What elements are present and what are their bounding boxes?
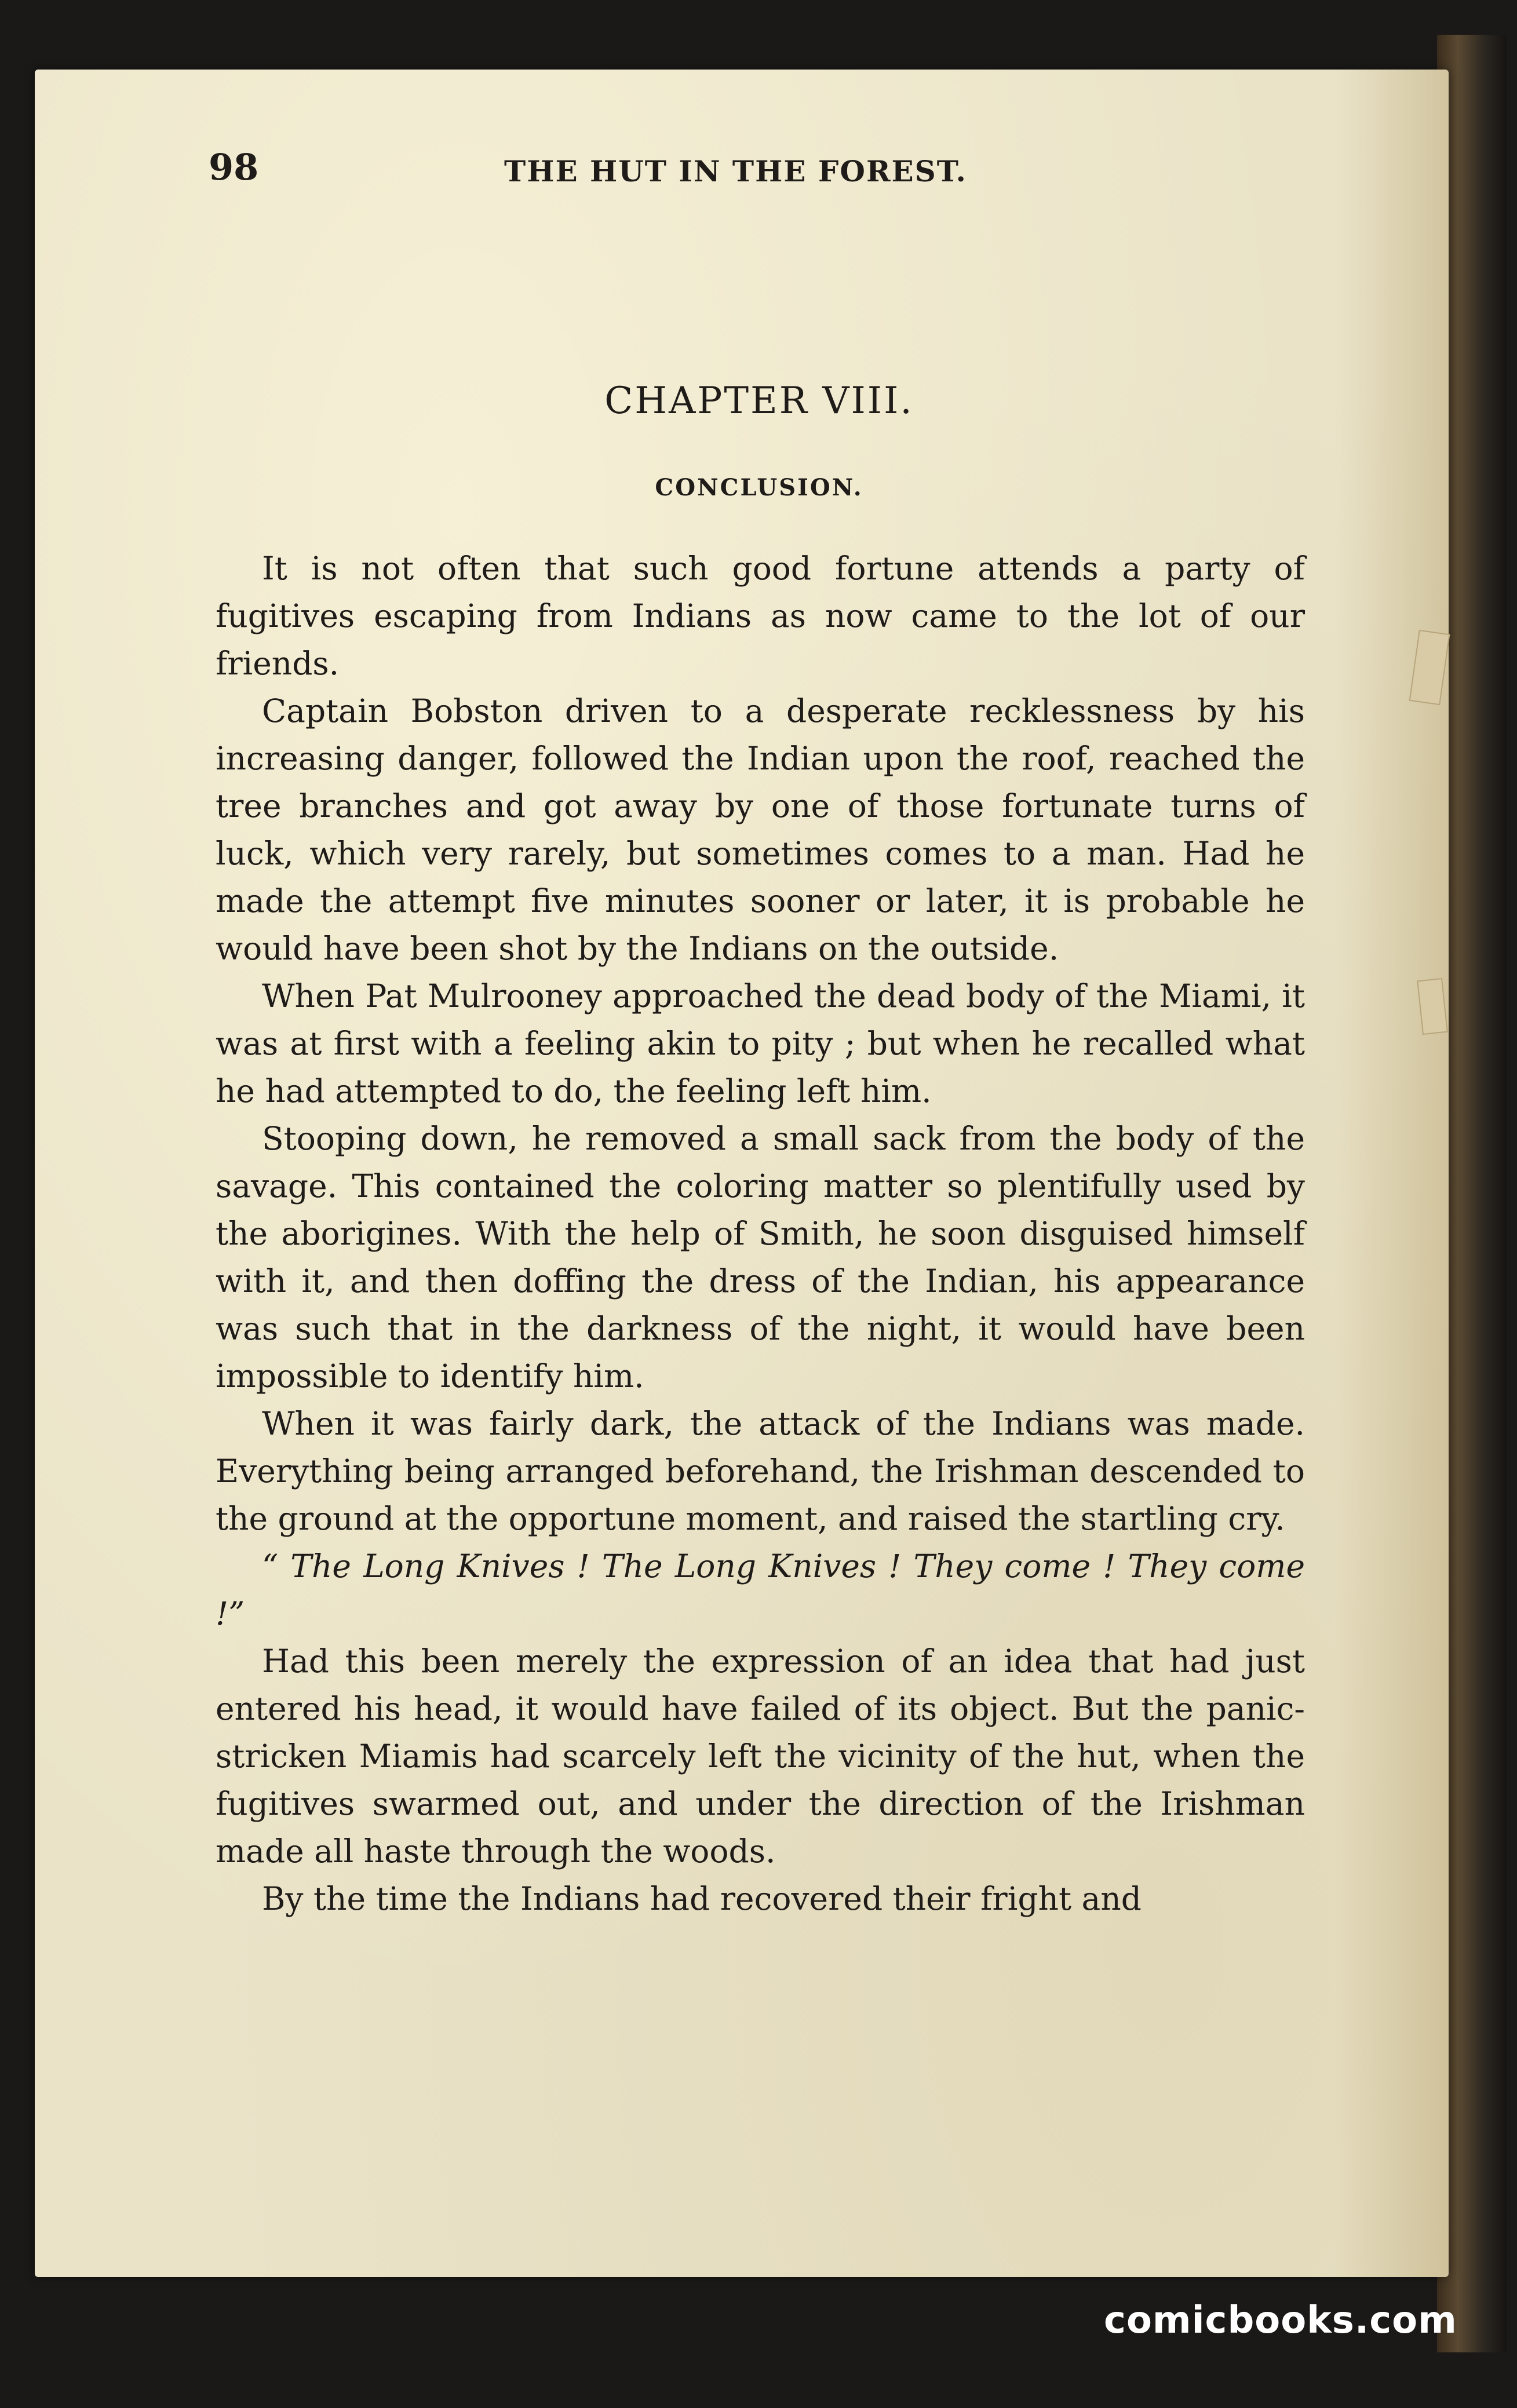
page-header (209, 146, 1310, 192)
watermark: comicbooks.com (1104, 2299, 1457, 2342)
chapter-subtitle: CONCLUSION. (655, 474, 863, 501)
page-number: 98 (209, 146, 259, 188)
quote-text: “ The Long Knives ! The Long Knives ! They come ! They come !” (216, 1548, 1305, 1632)
paragraph: Captain Bobston driven to a desperate recklessness by his increasing danger, followed the Indian upon the roof, reached the tree branches and got away by one of those fortunate turns of luck, which very rarely, but sometimes comes to a man. Had he made the attempt five minutes sooner or later, it is probable he would have been shot by the Indians on the outside. (216, 692, 1305, 967)
paragraph: When Pat Mulrooney approached the dead body of the Miami, it was at first with a feeling akin to pity ; but when he recalled what he had attempted to do, the feeling left him. (216, 977, 1305, 1110)
body-text (216, 545, 1305, 1922)
running-title: THE HUT IN THE FOREST. (504, 154, 967, 188)
paragraph: It is not often that such good fortune attends a party of fugitives escaping from Indians as now came to the lot of our friends. (216, 550, 1305, 682)
paragraph: By the time the Indians had recovered their fright and (262, 1880, 1142, 1917)
chapter-heading: CHAPTER VIII. (604, 380, 914, 422)
paragraph: Stooping down, he removed a small sack from the body of the savage. This contained the coloring matter so plentifully used by the aborigines. With the help of Smith, he soon disguised himself with it, and then doffing the dress of the Indian, his appearance was such that in the darkness of the night, it would have been impossible to identify him. (216, 1120, 1305, 1395)
paragraph: Had this been merely the expression of an idea that had just entered his head, it would have failed of its object. But the panic-stricken Miamis had scarcely left the vicinity of the hut, when the fugitives swarmed out, and under the direction of the Irishman made all haste through the woods. (216, 1643, 1305, 1870)
quoted-cry (216, 1542, 1305, 1637)
paragraph: When it was fairly dark, the attack of the Indians was made. Everything being arranged beforehand, the Irishman descended to the ground at the opportune moment, and raised the startling cry. (216, 1405, 1305, 1537)
